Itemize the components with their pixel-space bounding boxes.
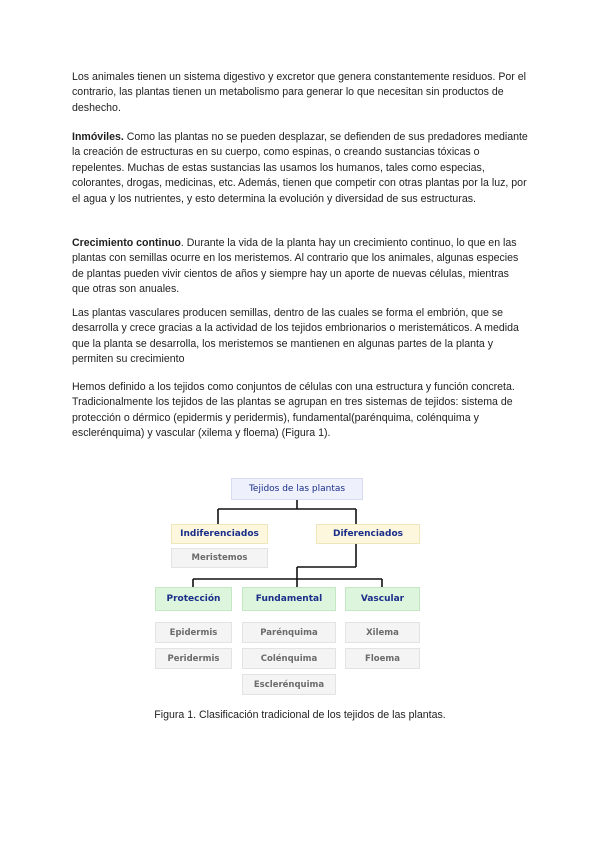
figure-caption: Figura 1. Clasificación tradicional de los tejidos de las plantas. [154, 709, 446, 721]
root-node: Tejidos de las plantas [231, 478, 363, 500]
text-inmoviles: Como las plantas no se pueden desplazar, se defienden de sus predadores mediante la creación de estructuras en su cuerpo, como espinas, o creando sustancias tóxicas o repelentes. Muchas de estas sustancias las usamos los humanos, tales como especias, colorantes, drogas, medicinas, etc. Además, tienen que competir con otras plantas por la luz, por el agua y los nutrientes, y esto determina la evolución y diversidad de sus estructuras. [72, 131, 528, 205]
text-crecimiento: . Durante la vida de la planta hay un crecimiento continuo, lo que en las plantas con semillas ocurre en los meristemos. Al contrario que los animales, algunas especies de plantas pueden vivir cientos de años y siempre hay un aporte de nuevas células, mientras que otras son anuales. [72, 237, 519, 296]
indiferenciados-node: Indiferenciados [171, 524, 268, 544]
paragraph-semillas: Las plantas vasculares producen semillas, dentro de las cuales se forma el embrión, que se desarrolla y crece gracias a la actividad de los tejidos embrionarios o meristemáticos. A medida que la planta se desarrolla, los meristemos se mantienen en algunas partes de la planta y permiten su crecimiento [72, 307, 519, 366]
meristemos-node: Meristemos [171, 548, 268, 568]
peridermis-node: Peridermis [155, 648, 232, 669]
floema-node: Floema [345, 648, 420, 669]
vascular-node: Vascular [345, 587, 420, 611]
heading-crecimiento: Crecimiento continuo [72, 237, 181, 249]
paragraph-crecimiento [72, 236, 528, 298]
xilema-node: Xilema [345, 622, 420, 643]
paragraph-digestion: Los animales tienen un sistema digestivo y excretor que genera constantemente residuos. Por el contrario, las plantas tienen un metabolismo para generar lo que necesitan sin productos de deshecho. [72, 71, 527, 114]
esclerenquima-node: Esclerénquima [242, 674, 336, 695]
paragraph-tejidos: Hemos definido a los tejidos como conjuntos de células con una estructura y función concreta. Tradicionalmente los tejidos de las plantas se agrupan en tres sistemas de tejidos: sistema de protección o dérmico (epidermis y peridermis), fundamental(parénquima, colénquima y esclerénquima) y vascular (xilema y floema) (Figura 1). [72, 381, 515, 440]
parenquima-node: Parénquima [242, 622, 336, 643]
proteccion-node: Protección [155, 587, 232, 611]
colenquima-node: Colénquima [242, 648, 336, 669]
heading-inmoviles: Inmóviles. [72, 131, 124, 143]
diferenciados-node: Diferenciados [316, 524, 420, 544]
epidermis-node: Epidermis [155, 622, 232, 643]
fundamental-node: Fundamental [242, 587, 336, 611]
paragraph-inmoviles [72, 130, 528, 207]
